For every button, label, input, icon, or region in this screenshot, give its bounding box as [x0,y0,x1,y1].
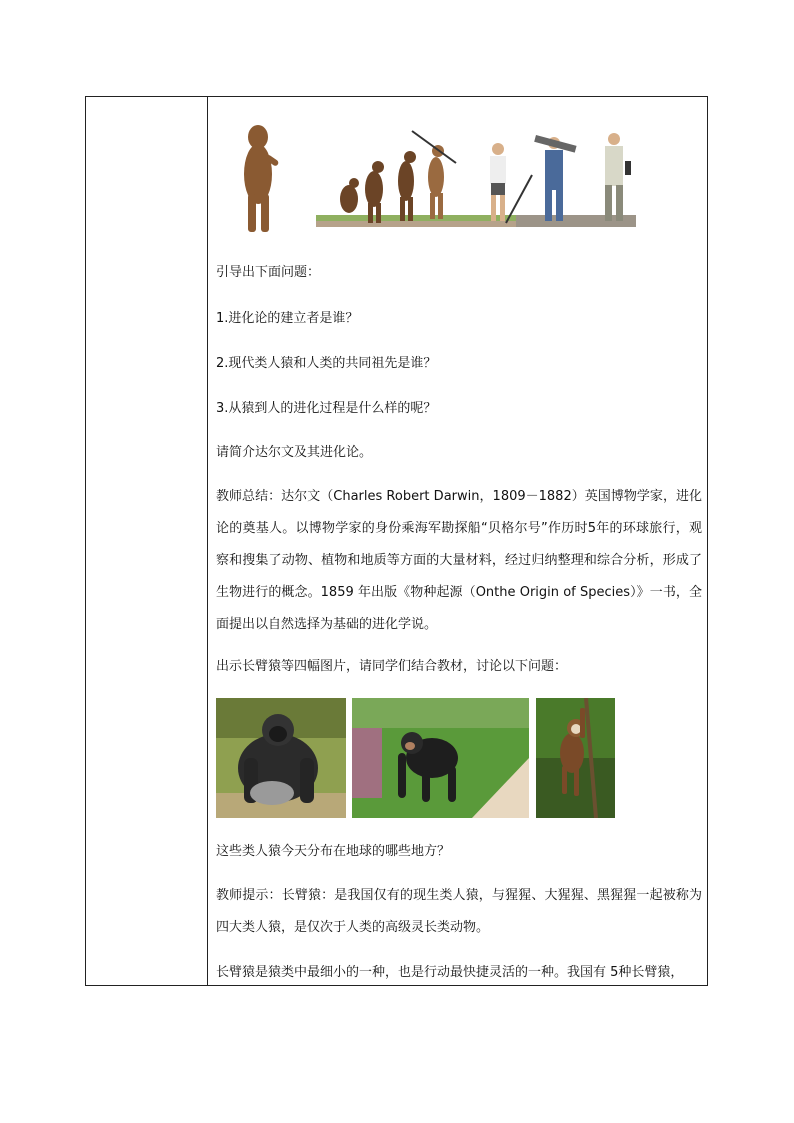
show-images-line: 出示长臂猿等四幅图片，请同学们结合教材，讨论以下问题： [216,659,568,674]
content-column [208,97,707,985]
darwin-prompt: 请简介达尔文及其进化论。 [216,445,373,460]
question-2: 2.现代类人猿和人类的共同祖先是谁？ [216,356,437,371]
teacher-hint: 教师提示：长臂猿：是我国仅有的现生类人猿，与猩猩、大猩猩、黑猩猩一起被称为四大类人猿，是仅次于人类的高级灵长类动物。 [216,888,702,935]
chimpanzee-photo [352,698,529,818]
evolution-illustration [236,119,636,234]
question-1: 1.进化论的建立者是谁？ [216,311,359,326]
gorilla-photo [216,698,346,818]
teacher-summary: 教师总结：达尔文（Charles Robert Darwin，1809－1882）英国博物学家，进化论的奠基人。以博物学家的身份乘海军勘探船“贝格尔号”作历时5年的环球旅行，观察和搜集了动物、植物和地质等方面的大量材料，经过归纳整理和综合分析，形成了生物进行的概念。1859 年出版《物种起源（Onthe Origin of Species）》一书，全面提出以自然选择为基础的进化学说。 [216,489,702,632]
intro-line: 引导出下面问题： [216,265,321,280]
gibbon-paragraph: 长臂猿是猿类中最细小的一种，也是行动最快捷灵活的一种。我国有 5种长臂猿， [216,965,684,980]
left-column [86,97,208,985]
lesson-table [85,96,708,986]
distribution-question: 这些类人猿今天分布在地球的哪些地方？ [216,844,451,859]
question-3: 3.从猿到人的进化过程是什么样的呢？ [216,401,437,416]
gibbon-photo [536,698,615,818]
